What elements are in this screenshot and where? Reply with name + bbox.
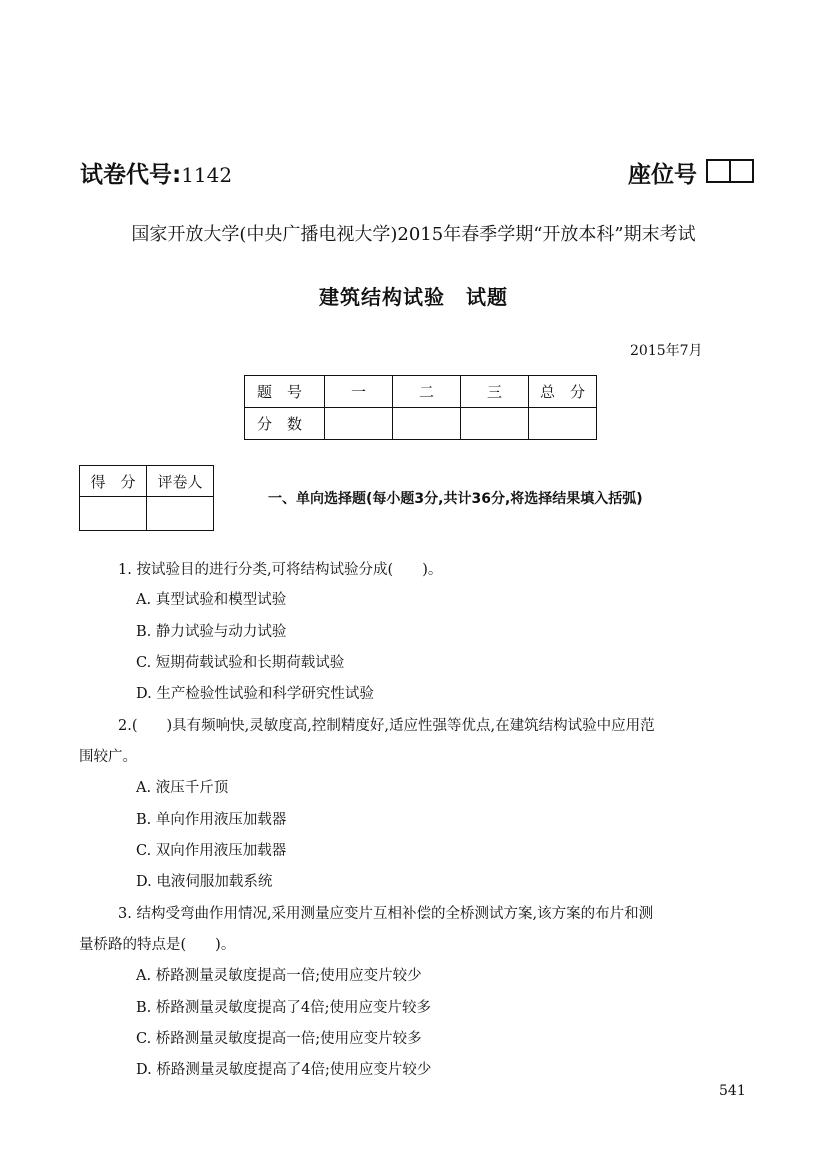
score-table-cell: 一 (325, 376, 393, 408)
question-3-text-cont: 量桥路的特点是( )。 (79, 937, 236, 953)
grader-name-cell (147, 497, 214, 531)
question-1-option-c: C. 短期荷载试验和长期荷载试验 (136, 655, 345, 671)
score-entry-cell (325, 408, 393, 440)
score-table-cell: 二 (393, 376, 461, 408)
grader-table (79, 465, 214, 531)
question-1-option-d: D. 生产检验性试验和科学研究性试验 (136, 686, 374, 702)
score-entry-cell (393, 408, 461, 440)
score-table-cell: 分 数 (245, 408, 325, 440)
question-3-option-c: C. 桥路测量灵敏度提高一倍;使用应变片较多 (136, 1031, 422, 1047)
question-3-option-b: B. 桥路测量灵敏度提高了4倍;使用应变片较多 (136, 1000, 431, 1016)
course-title: 建筑结构试验 试题 (319, 285, 508, 309)
grader-score-cell (80, 497, 147, 531)
exam-code-label: 试卷代号: (80, 162, 182, 188)
question-3-option-d: D. 桥路测量灵敏度提高了4倍;使用应变片较少 (136, 1062, 432, 1078)
question-2-text: 2.( )具有频响快,灵敏度高,控制精度好,适应性强等优点,在建筑结构试验中应用范 (118, 718, 655, 734)
score-table-cell: 三 (461, 376, 529, 408)
question-3-option-a: A. 桥路测量灵敏度提高一倍;使用应变片较少 (136, 968, 422, 984)
question-3-text: 3. 结构受弯曲作用情况,采用测量应变片互相补偿的全桥测试方案,该方案的布片和测 (118, 906, 654, 922)
exam-title: 国家开放大学(中央广播电视大学)2015年春季学期“开放本科”期末考试 (131, 224, 696, 245)
seat-number-label: 座位号 (628, 162, 697, 188)
question-2-option-c: C. 双向作用液压加载器 (136, 843, 287, 859)
score-table-score-row (245, 408, 597, 440)
score-entry-cell (529, 408, 597, 440)
question-2-option-d: D. 电液伺服加载系统 (136, 874, 273, 890)
question-1-text: 1. 按试验目的进行分类,可将结构试验分成( )。 (118, 562, 443, 578)
score-entry-cell (461, 408, 529, 440)
grader-name-label: 评卷人 (147, 466, 214, 497)
grader-score-label: 得 分 (80, 466, 147, 497)
score-table-cell: 总 分 (529, 376, 597, 408)
question-2-option-b: B. 单向作用液压加载器 (136, 812, 287, 828)
question-2-option-a: A. 液压千斤顶 (136, 780, 229, 796)
exam-code-number: 1142 (181, 163, 233, 187)
score-table-cell: 题 号 (245, 376, 325, 408)
question-1-option-b: B. 静力试验与动力试验 (136, 624, 287, 640)
page-number: 541 (719, 1083, 746, 1099)
section-title: 一、单向选择题(每小题3分,共计36分,将选择结果填入括弧) (268, 491, 643, 507)
seat-number-boxes (706, 159, 754, 183)
exam-code (80, 156, 232, 189)
question-1-option-a: A. 真型试验和模型试验 (136, 592, 287, 608)
question-2-text-cont: 围较广。 (79, 749, 137, 765)
exam-date: 2015年7月 (630, 343, 703, 359)
score-table-header-row (245, 376, 597, 408)
score-table (244, 375, 597, 440)
